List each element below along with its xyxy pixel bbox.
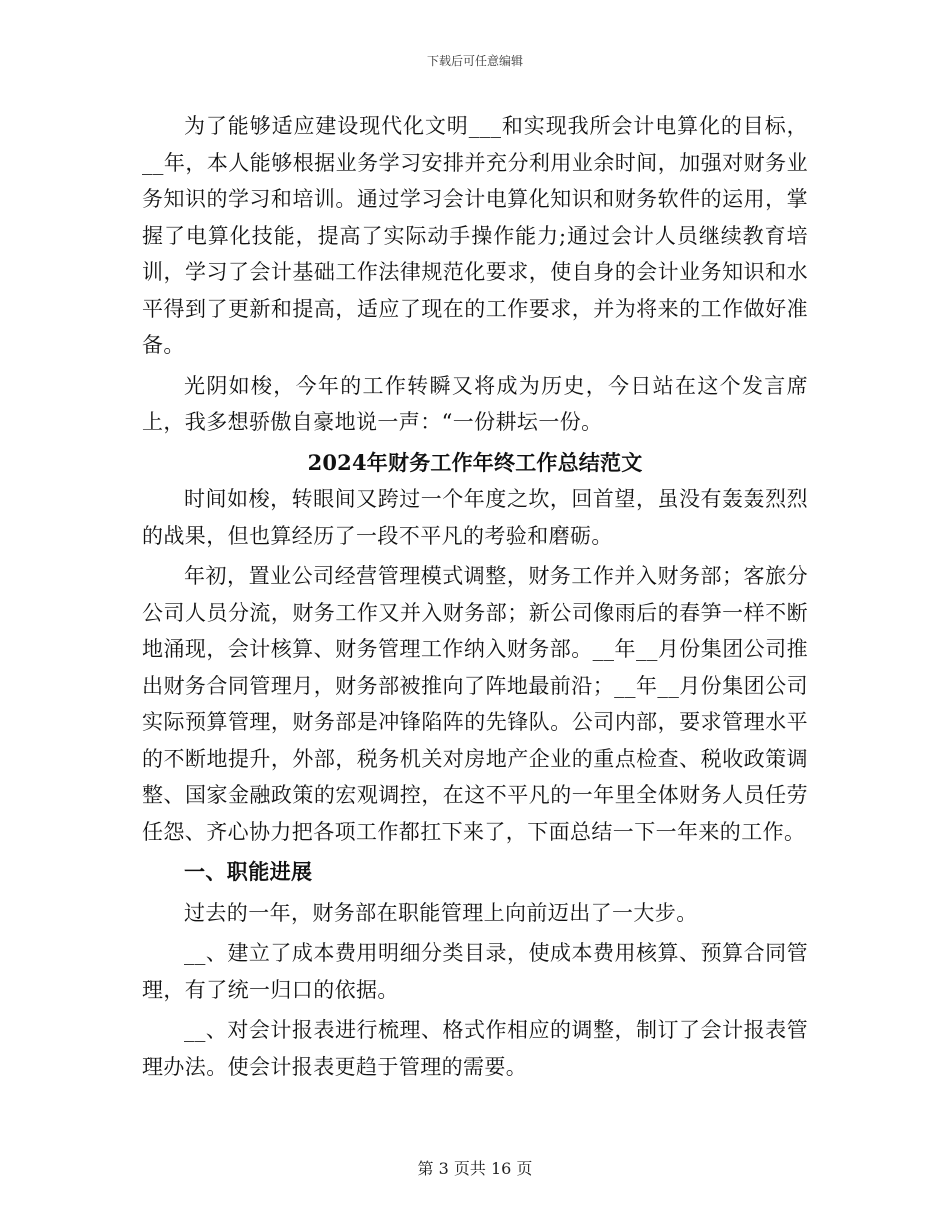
page-header-note: 下载后可任意编辑 [426, 54, 523, 68]
paragraph-4: 年初，置业公司经营管理模式调整，财务工作并入财务部；客旅分公司人员分流，财务工作又并入财务部；新公司像雨后的春笋一样不断地涌现，会计核算、财务管理工作纳入财务部。__年__月份集团公司推出财务合同管理月，财务部被推向了阵地最前沿；__年__月份集团公司实际预算管理，财务部是冲锋陷阵的先锋队。公司内部，要求管理水平的不断地提升，外部，税务机关对房地产企业的重点检查、税收政策调整、国家金融政策的宏观调控，在这不平凡的一年里全体财务人员任劳任怨、齐心协力把各项工作都扛下来了，下面总结一下一年来的工作。 [142, 564, 808, 844]
paragraph-5: 过去的一年，财务部在职能管理上向前迈出了一大步。 [184, 900, 698, 925]
paragraph-7: __、对会计报表进行梳理、格式作相应的调整，制订了会计报表管理办法。使会计报表更趋于管理的需要。 [142, 1018, 808, 1079]
paragraph-1: 为了能够适应建设现代化文明___和实现我所会计电算化的目标，__年，本人能够根据业务学习安排并充分利用业余时间，加强对财务业务知识的学习和培训。通过学习会计电算化知识和财务软件的运用，掌握了电算化技能，提高了实际动手操作能力;通过会计人员继续教育培训，学习了会计基础工作法律规范化要求，使自身的会计业务知识和水平得到了更新和提高，适应了现在的工作要求，并为将来的工作做好准备。 [142, 114, 808, 357]
paragraph-3: 时间如梭，转眼间又跨过一个年度之坎，回首望，虽没有轰轰烈烈的战果，但也算经历了一段不平凡的考验和磨砺。 [142, 487, 808, 548]
page-number: 第 3 页共 16 页 [417, 1159, 533, 1178]
document-body [142, 108, 808, 1085]
section-heading-1: 一、职能进展 [184, 859, 313, 884]
paragraph-2: 光阴如梭，今年的工作转瞬又将成为历史，今日站在这个发言席上，我多想骄傲自豪地说一声：“一份耕坛一份。 [142, 373, 808, 434]
document-title: 2024年财务工作年终工作总结范文 [307, 449, 643, 475]
paragraph-6: __、建立了成本费用明细分类目录，使成本费用核算、预算合同管理，有了统一归口的依据。 [142, 941, 808, 1002]
